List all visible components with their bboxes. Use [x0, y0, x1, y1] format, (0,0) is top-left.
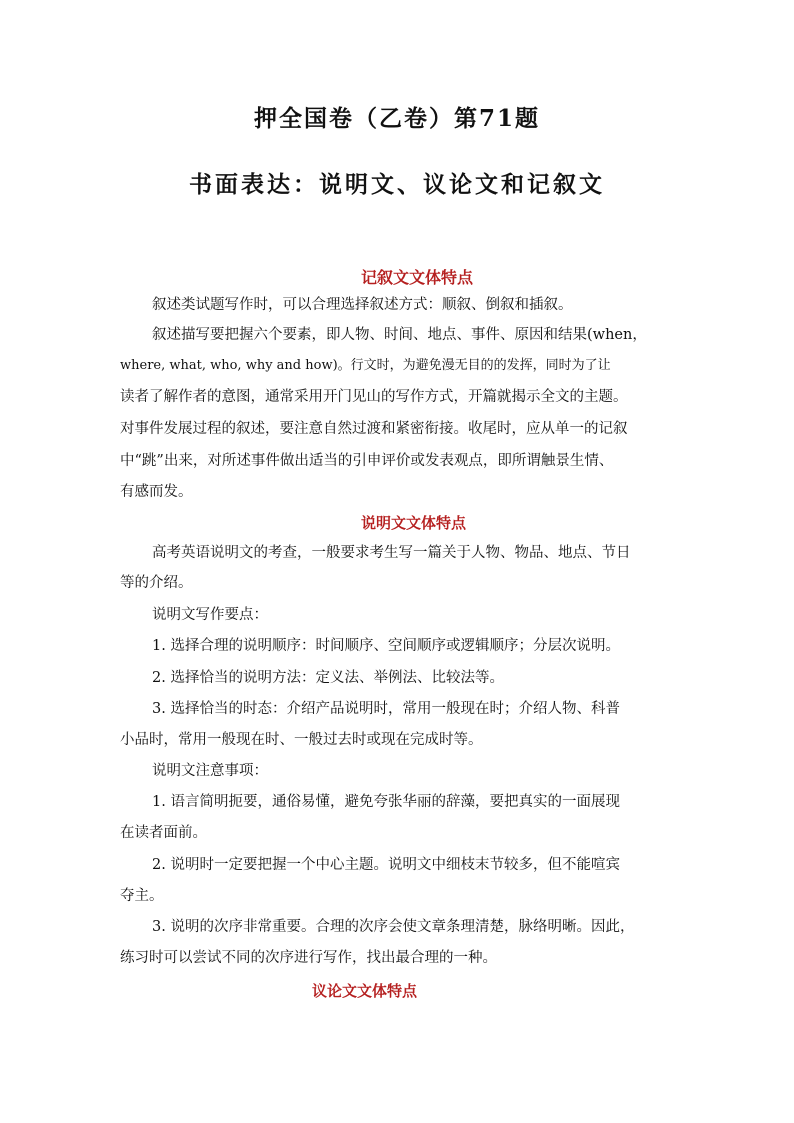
paragraph-line: 说明文注意事项：: [152, 763, 268, 779]
paragraph-line: 3. 说明的次序非常重要。合理的次序会使文章条理清楚，脉络明晰。因此，: [152, 919, 635, 935]
paragraph-line: 对事件发展过程的叙述，要注意自然过渡和紧密衔接。收尾时，应从单一的记叙: [120, 421, 628, 437]
paragraph-line: 2. 选择恰当的说明方法：定义法、举例法、比较法等。: [152, 670, 504, 686]
paragraph-line: 练习时可以尝试不同的次序进行写作，找出最合理的一种。: [120, 950, 497, 966]
paragraph-line: 等的介绍。: [120, 575, 193, 591]
paragraph-line: 夺主。: [120, 888, 164, 904]
paragraph-line: 3. 选择恰当的时态：介绍产品说明时，常用一般现在时；介绍人物、科普: [152, 701, 620, 717]
paragraph-line: 有感而发。: [120, 484, 193, 500]
paragraph-line: where, what, who, why and how)。行文时，为避免漫无目的的发挥，同时为了让: [120, 358, 611, 373]
argumentative-heading: 议论文文体特点: [312, 982, 418, 1000]
narrative-heading: 记叙文文体特点: [361, 268, 474, 287]
expository-heading: 说明文文体特点: [361, 514, 467, 532]
paragraph-line: 说明文写作要点：: [152, 607, 268, 623]
paragraph-line: 2. 说明时一定要把握一个中心主题。说明文中细枝末节较多，但不能喧宾: [152, 857, 620, 873]
paragraph-line: 小品时，常用一般现在时、一般过去时或现在完成时等。: [120, 732, 483, 748]
paragraph-line: 叙述类试题写作时，可以合理选择叙述方式：顺叙、倒叙和插叙。: [152, 297, 573, 313]
paragraph-line: 在读者面前。: [120, 825, 207, 841]
paragraph-line: 读者了解作者的意图，通常采用开门见山的写作方式，开篇就揭示全文的主题。: [120, 389, 628, 405]
paragraph-line: 高考英语说明文的考查，一般要求考生写一篇关于人物、物品、地点、节日: [152, 545, 631, 561]
paragraph-line: 1. 选择合理的说明顺序：时间顺序、空间顺序或逻辑顺序；分层次说明。: [152, 638, 620, 654]
paragraph-line: 中“跳”出来，对所述事件做出适当的引申评价或发表观点，即所谓触景生情、: [120, 453, 614, 469]
paragraph-line: 1. 语言简明扼要，通俗易懂，避免夸张华丽的辞藻，要把真实的一面展现: [152, 794, 620, 810]
page-title: 押全国卷（乙卷）第71题: [253, 105, 540, 132]
page-subtitle: 书面表达：说明文、议论文和记叙文: [189, 171, 605, 198]
paragraph-line: 叙述描写要把握六个要素，即人物、时间、地点、事件、原因和结果(when，: [152, 327, 647, 343]
